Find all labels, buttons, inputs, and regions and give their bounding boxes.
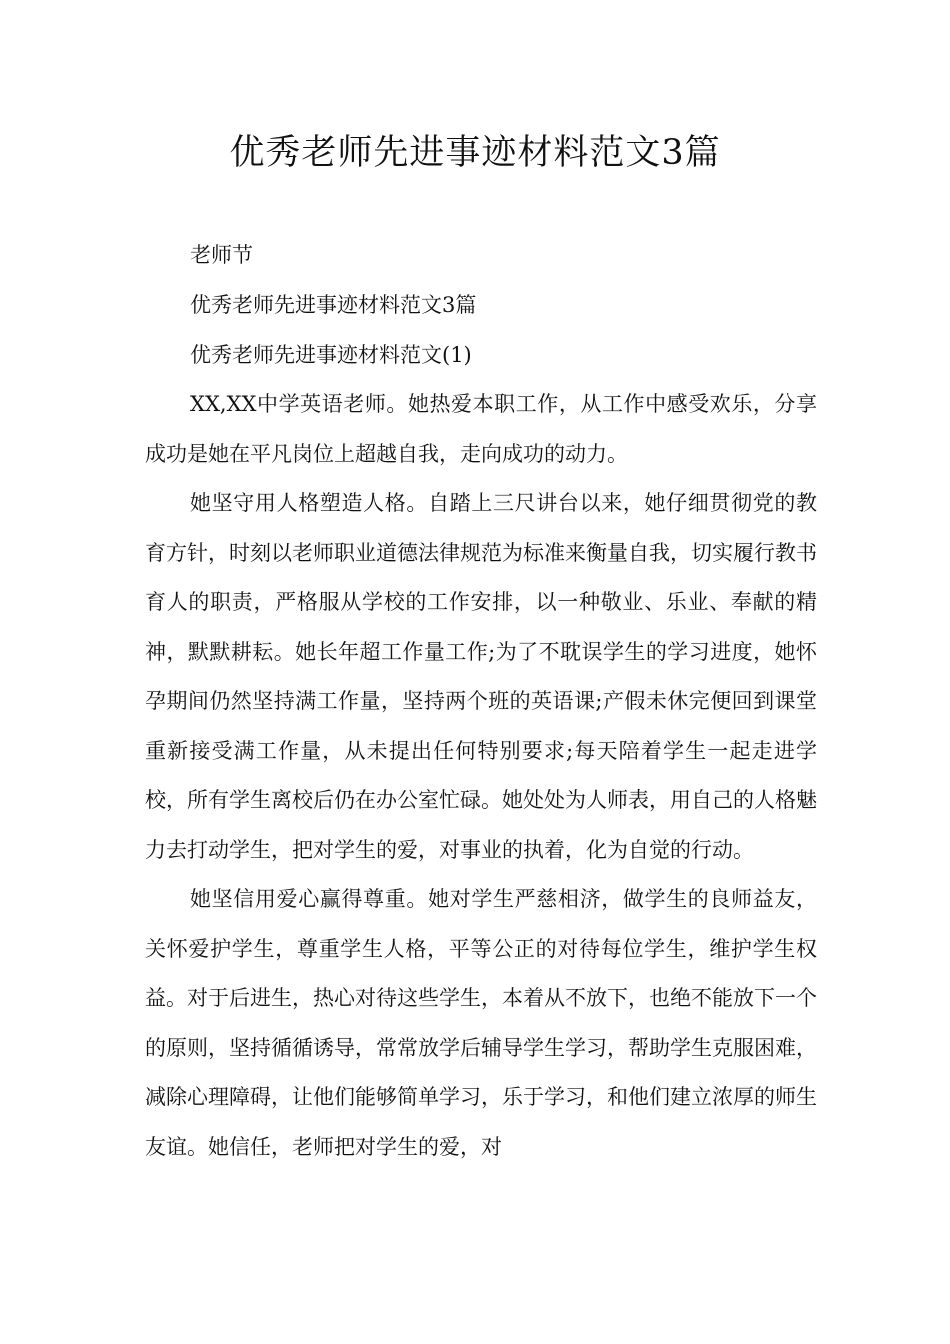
- paragraph-love: 她坚信用爱心赢得尊重。她对学生严慈相济，做学生的良师益友，关怀爱护学生，尊重学生人格，平等公正的对待每位学生，维护学生权益。对于后进生，热心对待这些学生，本着从不放下，也绝不能放下一个的原则，坚持循循诱导，常常放学后辅导学生学习，帮助学生克服困难，减除心理障碍，让他们能够简单学习，乐于学习，和他们建立浓厚的师生友谊。她信任，老师把对学生的爱，对: [145, 887, 817, 1159]
- subheading-collection-title: 优秀老师先进事迹材料范文3篇: [190, 293, 477, 317]
- subheading-article-1: 优秀老师先进事迹材料范文(1): [190, 343, 472, 367]
- paragraph-intro: XX,XX中学英语老师。她热爱本职工作，从工作中感受欢乐，分享成功是她在平凡岗位上超越自我，走向成功的动力。: [145, 392, 817, 466]
- subheading-teachers-day: 老师节: [190, 243, 253, 267]
- paragraph-personality: 她坚守用人格塑造人格。自踏上三尺讲台以来，她仔细贯彻党的教育方针，时刻以老师职业道德法律规范为标准来衡量自我，切实履行教书育人的职责，严格服从学校的工作安排，以一种敬业、乐业、奉献的精神，默默耕耘。她长年超工作量工作;为了不耽误学生的学习进度，她怀孕期间仍然坚持满工作量，坚持两个班的英语课;产假未休完便回到课堂重新接受满工作量，从未提出任何特别要求;每天陪着学生一起走进学校，所有学生离校后仍在办公室忙碌。她处处为人师表，用自己的人格魅力去打动学生，把对学生的爱，对事业的执着，化为自觉的行动。: [145, 491, 817, 862]
- document-title: 优秀老师先进事迹材料范文3篇: [229, 133, 721, 173]
- document-body: [145, 230, 817, 1172]
